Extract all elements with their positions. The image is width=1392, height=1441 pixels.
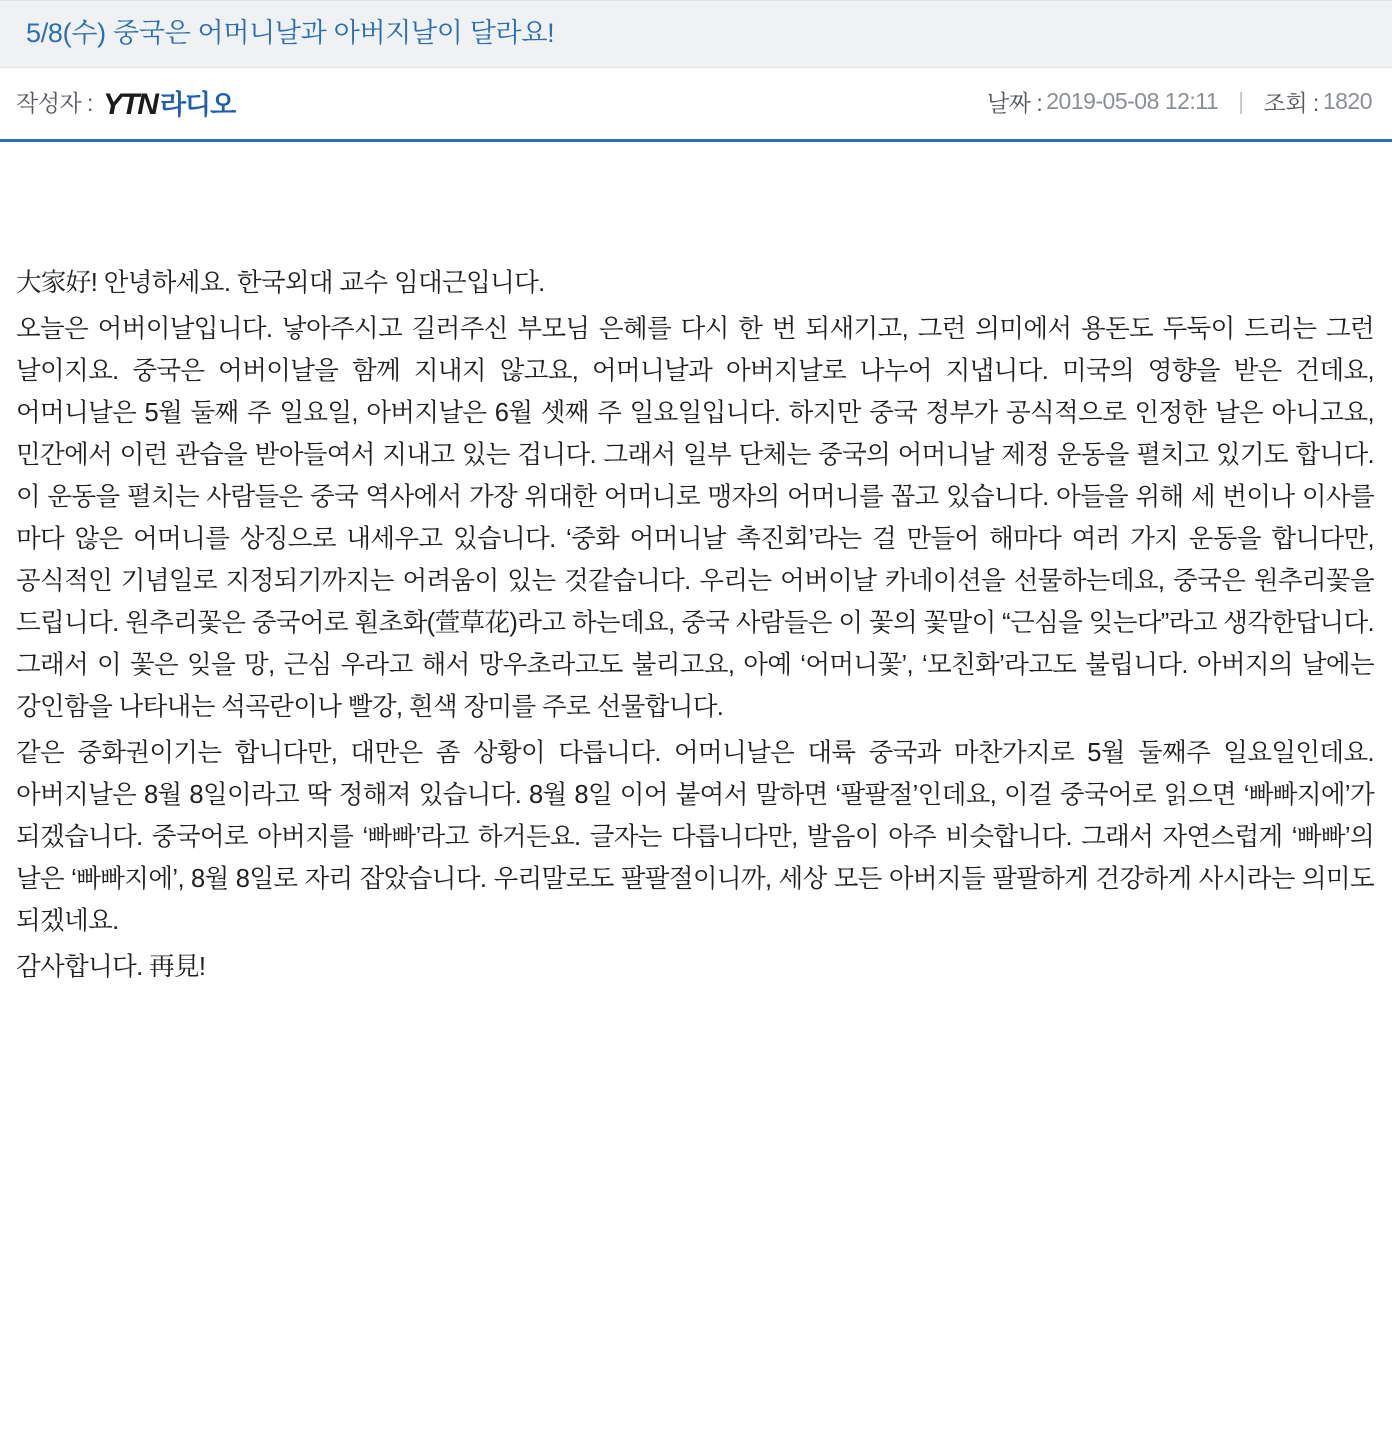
page-title: 5/8(수) 중국은 어머니날과 아버지날이 달라요! (26, 18, 555, 48)
post-meta-info (987, 85, 1372, 118)
ytn-logo-primary: YTN (102, 88, 157, 121)
date-label: 날짜 : (987, 90, 1043, 116)
views-label: 조회 : (1263, 90, 1319, 116)
date-value: 2019-05-08 12:11 (1046, 88, 1219, 114)
post-meta-row (0, 68, 1392, 142)
views-value: 1820 (1322, 88, 1372, 114)
post-title-bar (0, 0, 1392, 68)
author-label: 작성자 : (16, 90, 93, 116)
ytn-radio-logo (103, 83, 235, 122)
post-body (0, 142, 1392, 1032)
meta-separator: | (1238, 88, 1244, 114)
paragraph: 오늘은 어버이날입니다. 낳아주시고 길러주신 부모님 은혜를 다시 한 번 되새기고, 그런 의미에서 용돈도 두둑이 드리는 그런 날이지요. 중국은 어버이날을 함께 지내지 않고요, 어머니날과 아버지날로 나누어 지냅니다. 미국의 영향을 받은 건데요, 어머니날은 5월 둘째 주 일요일, 아버지날은 6월 셋째 주 일요일입니다. 하지만 중국 정부가 공식적으로 인정한 날은 아니고요, 민간에서 이런 관습을 받아들여서 지내고 있는 겁니다. 그래서 일부 단체는 중국의 어머니날 제정 운동을 펼치고 있기도 합니다. 이 운동을 펼치는 사람들은 중국 역사에서 가장 위대한 어머니로 맹자의 어머니를 꼽고 있습니다. 아들을 위해 세 번이나 이사를 마다 않은 어머니를 상징으로 내세우고 있습니다. ‘중화 어머니날 촉진회’라는 걸 만들어 해마다 여러 가지 운동을 합니다만, 공식적인 기념일로 지정되기까지는 어려움이 있는 것같습니다. 우리는 어버이날 카네이션을 선물하는데요, 중국은 원추리꽃을 드립니다. 원추리꽃은 중국어로 훤초화(萱草花)라고 하는데요, 중국 사람들은 이 꽃의 꽃말이 “근심을 잊는다”라고 생각한답니다. 그래서 이 꽃은 잊을 망, 근심 우라고 해서 망우초라고도 불리고요, 아예 ‘어머니꽃’, ‘모친화’라고도 불립니다. 아버지의 날에는 강인함을 나타내는 석곡란이나 빨강, 흰색 장미를 주로 선물합니다. (16, 315, 1374, 721)
author-block (16, 82, 235, 121)
ytn-logo-secondary: 라디오 (159, 90, 236, 120)
paragraph: 감사합니다. 再見! (16, 953, 206, 981)
paragraph: 大家好! 안녕하세요. 한국외대 교수 임대근입니다. (16, 269, 545, 297)
paragraph: 같은 중화권이기는 합니다만, 대만은 좀 상황이 다릅니다. 어머니날은 대륙 중국과 마찬가지로 5월 둘째주 일요일인데요. 아버지날은 8월 8일이라고 딱 정해져 있습니다. 8월 8일 이어 붙여서 말하면 ‘팔팔절’인데요, 이걸 중국어로 읽으면 ‘빠빠지에’가 되겠습니다. 중국어로 아버지를 ‘빠빠’라고 하거든요. 글자는 다릅니다만, 발음이 아주 비슷합니다. 그래서 자연스럽게 ‘빠빠’의 날은 ‘빠빠지에’, 8월 8일로 자리 잡았습니다. 우리말로도 팔팔절이니까, 세상 모든 아버지들 팔팔하게 건강하게 사시라는 의미도 되겠네요. (16, 739, 1374, 935)
